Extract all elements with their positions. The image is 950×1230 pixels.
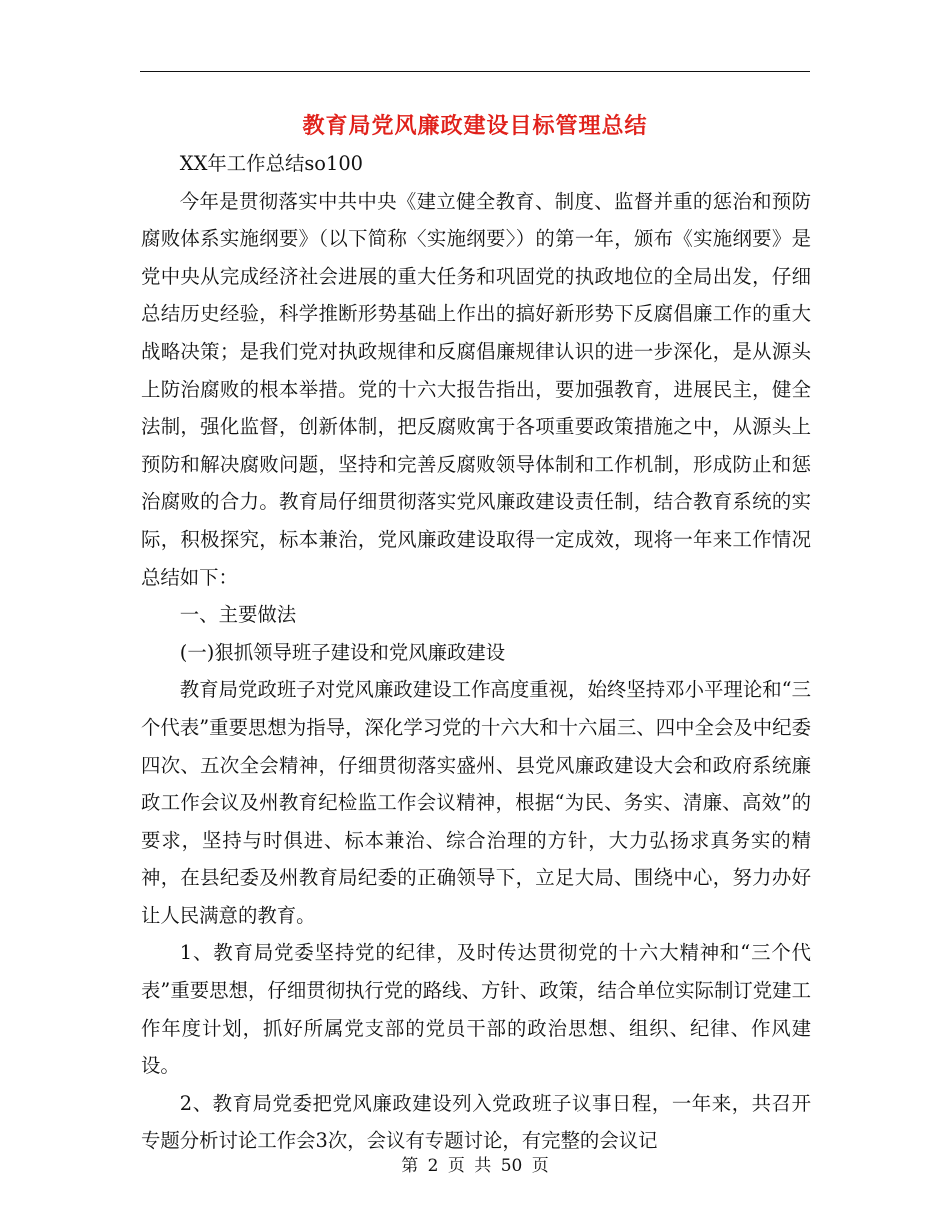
paragraph-body: 教育局党政班子对党风廉政建设工作高度重视，始终坚持邓小平理论和“三个代表”重要思想为指导，深化学习党的十六大和十六届三、四中全会及中纪委四次、五次全会精神，仔细贯彻落实盛州、县党风廉政建设大会和政府系统廉政工作会议及州教育纪检监工作会议精神，根据“为民、务实、清廉、高效”的要求，坚持与时俱进、标本兼治、综合治理的方针，大力弘扬求真务实的精神，在县纪委及州教育局纪委的正确领导下，立足大局、围绕中心，努力办好让人民满意的教育。 — [141, 678, 811, 927]
header-rule — [140, 71, 810, 72]
subsection-heading: (一)狠抓领导班子建设和党风廉政建设 — [179, 640, 506, 664]
paragraph-intro: 今年是贯彻落实中共中央《建立健全教育、制度、监督并重的惩治和预防腐败体系实施纲要》（以下简称〈实施纲要〉）的第一年，颁布《实施纲要》是党中央从完成经济社会进展的重大任务和巩固党的执政地位的全局出发，仔细总结历史经验，科学推断形势基础上作出的搞好新形势下反腐倡廉工作的重大战略决策；是我们党对执政规律和反腐倡廉规律认识的进一步深化，是从源头上防治腐败的根本举措。党的十六大报告指出，要加强教育，进展民主，健全法制，强化监督，创新体制，把反腐败寓于各项重要政策措施之中，从源头上预防和解决腐败问题，坚持和完善反腐败领导体制和工作机制，形成防止和惩治腐败的合力。教育局仔细贯彻落实党风廉政建设责任制，结合教育系统的实际，积极探究，标本兼治，党风廉政建设取得一定成效，现将一年来工作情况总结如下： — [141, 189, 811, 589]
paragraph-item-2: 2、教育局党委把党风廉政建设列入党政班子议事日程，一年来，共召开专题分析讨论工作会3次，会议有专题讨论，有完整的会议记 — [141, 1091, 811, 1153]
paragraph-item-1: 1、教育局党委坚持党的纪律，及时传达贯彻党的十六大精神和“三个代表”重要思想，仔细贯彻执行党的路线、方针、政策，结合单位实际制订党建工作年度计划，抓好所属党支部的党员干部的政治思想、组织、纪律、作风建设。 — [141, 941, 811, 1078]
paragraph-subtitle: XX年工作总结so100 — [179, 152, 363, 175]
page-number-footer: 第 2 页 共 50 页 — [401, 1156, 549, 1176]
section-heading: 一、主要做法 — [179, 603, 297, 627]
document-body — [141, 145, 811, 1160]
document-title: 教育局党风廉政建设目标管理总结 — [302, 113, 648, 139]
